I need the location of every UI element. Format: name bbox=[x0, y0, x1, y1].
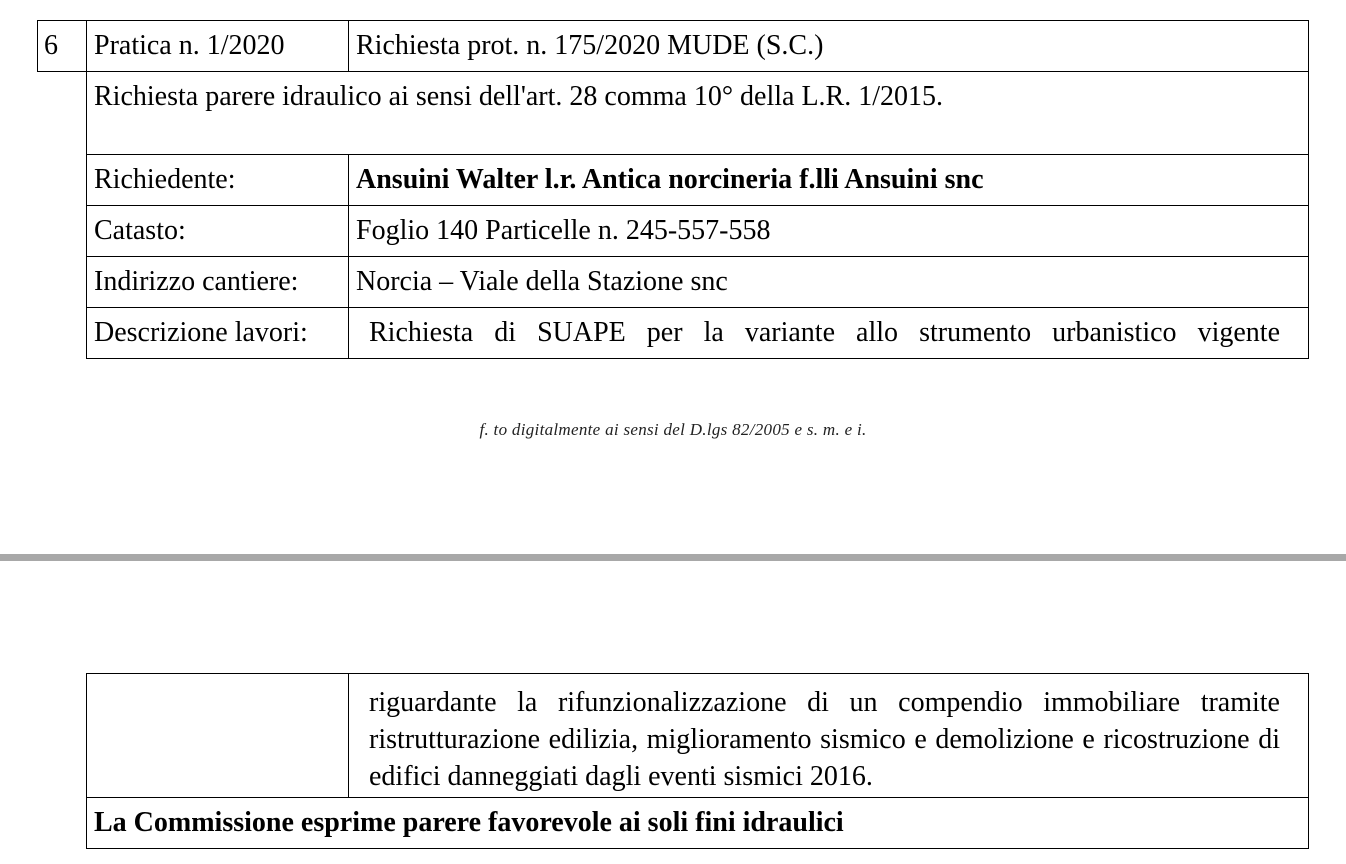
cadastre-row bbox=[38, 206, 1309, 257]
record-header-row bbox=[38, 21, 1309, 72]
description-continuation-row bbox=[87, 674, 1309, 798]
outcome-row bbox=[87, 798, 1309, 849]
page-break-divider bbox=[0, 554, 1346, 561]
commission-outcome: La Commissione esprime parere favorevole ai soli fini idraulici bbox=[87, 798, 1309, 849]
description-continuation-text: riguardante la rifunzionalizzazione di un compendio immobiliare tramite ristrutturazione edilizia, miglioramento sismico e demolizione e ricostruzione di edifici danneggiati dagli eventi sismici 2016. bbox=[349, 674, 1309, 798]
number-column-spacer bbox=[38, 72, 87, 155]
record-number: 6 bbox=[38, 21, 87, 72]
works-description-value: Richiesta di SUAPE per la variante allo strumento urbanistico vigente bbox=[349, 308, 1309, 359]
works-description-label: Descrizione lavori: bbox=[87, 308, 349, 359]
empty-label-cell bbox=[87, 674, 349, 798]
cadastre-value: Foglio 140 Particelle n. 245-557-558 bbox=[349, 206, 1309, 257]
pratica-number: Pratica n. 1/2020 bbox=[87, 21, 349, 72]
subject-row bbox=[38, 72, 1309, 155]
applicant-label: Richiedente: bbox=[87, 155, 349, 206]
applicant-value: Ansuini Walter l.r. Antica norcineria f.lli Ansuini snc bbox=[349, 155, 1309, 206]
record-table bbox=[37, 20, 1309, 359]
site-address-row bbox=[38, 257, 1309, 308]
works-description-row bbox=[38, 308, 1309, 359]
subject-text: Richiesta parere idraulico ai sensi dell'art. 28 comma 10° della L.R. 1/2015. bbox=[87, 72, 1309, 155]
site-address-value: Norcia – Viale della Stazione snc bbox=[349, 257, 1309, 308]
protocol-number: Richiesta prot. n. 175/2020 MUDE (S.C.) bbox=[349, 21, 1309, 72]
cadastre-label: Catasto: bbox=[87, 206, 349, 257]
continuation-table bbox=[86, 673, 1309, 849]
site-address-label: Indirizzo cantiere: bbox=[87, 257, 349, 308]
digital-signature-note: f. to digitalmente ai sensi del D.lgs 82/2005 e s. m. e i. bbox=[479, 420, 867, 439]
applicant-row bbox=[38, 155, 1309, 206]
